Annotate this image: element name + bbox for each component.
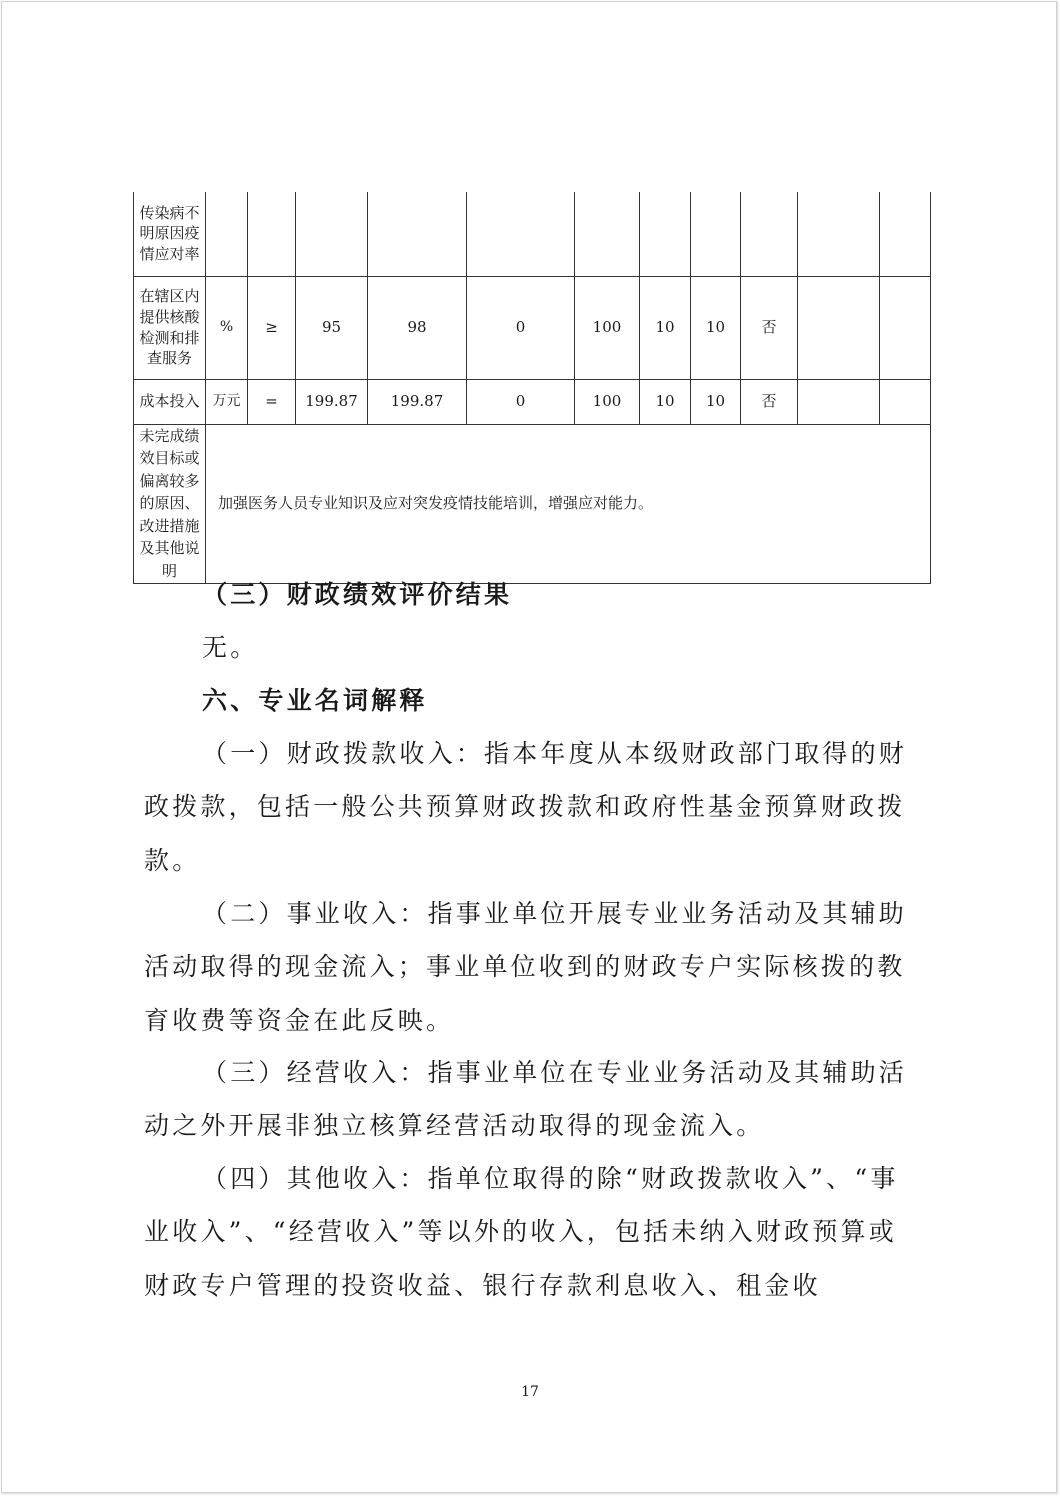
indicator-cell: 成本投入 (134, 379, 206, 424)
section-heading: （三）财政绩效评价结果 (202, 580, 513, 609)
extra-cell (880, 192, 931, 276)
remark-label: 未完成绩效目标或偏离较多的原因、改进措施及其他说明 (134, 424, 206, 583)
paragraph: （一）财政拨款收入：指本年度从本级财政部门取得的财政拨款，包括一般公共预算财政拨款和政府性基金预算财政拨款。 (144, 739, 908, 875)
operator-cell: ≥ (248, 276, 296, 379)
paragraph: 无。 (202, 633, 259, 662)
paragraph: （四）其他收入：指单位取得的除“财政拨款收入”、“事业收入”、“经营收入”等以外的收入，包括未纳入财政预算或财政专户管理的投资收益、银行存款利息收入、租金收 (144, 1164, 899, 1300)
rate-cell: 100 (575, 379, 640, 424)
table-row (134, 424, 931, 583)
table-row (134, 192, 931, 276)
actual-cell: 98 (368, 276, 467, 379)
rate-cell: 100 (575, 276, 640, 379)
score-cell: 10 (691, 379, 741, 424)
operator-cell (248, 192, 296, 276)
indicator-cell: 在辖区内提供核酸检测和排查服务 (134, 276, 206, 379)
remark-text: 加强医务人员专业知识及应对突发疫情技能培训，增强应对能力。 (206, 424, 931, 583)
extra-cell (880, 276, 931, 379)
flag-cell: 否 (741, 379, 798, 424)
unit-cell (206, 192, 248, 276)
weight-cell: 10 (640, 276, 691, 379)
extra-cell (880, 379, 931, 424)
deviation-cell (467, 192, 575, 276)
flag-cell: 否 (741, 276, 798, 379)
actual-cell (368, 192, 467, 276)
unit-cell: % (206, 276, 248, 379)
unit-cell: 万元 (206, 379, 248, 424)
weight-cell (640, 192, 691, 276)
paragraph: （三）经营收入：指事业单位在专业业务活动及其辅助活动之外开展非独立核算经营活动取得的现金流入。 (144, 1058, 908, 1141)
flag-cell (741, 192, 798, 276)
indicator-cell: 传染病不明原因疫情应对率 (134, 192, 206, 276)
target-cell: 95 (296, 276, 368, 379)
extra-cell (798, 379, 880, 424)
deviation-cell: 0 (467, 276, 575, 379)
target-cell (296, 192, 368, 276)
table-row (134, 276, 931, 379)
deviation-cell: 0 (467, 379, 575, 424)
page-number: 17 (521, 1384, 539, 1400)
rate-cell (575, 192, 640, 276)
operator-cell: = (248, 379, 296, 424)
section-heading: 六、专业名词解释 (202, 686, 428, 715)
table-row (134, 379, 931, 424)
score-cell (691, 192, 741, 276)
extra-cell (798, 192, 880, 276)
paragraph: （二）事业收入：指事业单位开展专业业务活动及其辅助活动取得的现金流入；事业单位收到的财政专户实际核拨的教育收费等资金在此反映。 (144, 899, 908, 1035)
weight-cell: 10 (640, 379, 691, 424)
performance-table (133, 192, 931, 584)
target-cell: 199.87 (296, 379, 368, 424)
actual-cell: 199.87 (368, 379, 467, 424)
extra-cell (798, 276, 880, 379)
score-cell: 10 (691, 276, 741, 379)
